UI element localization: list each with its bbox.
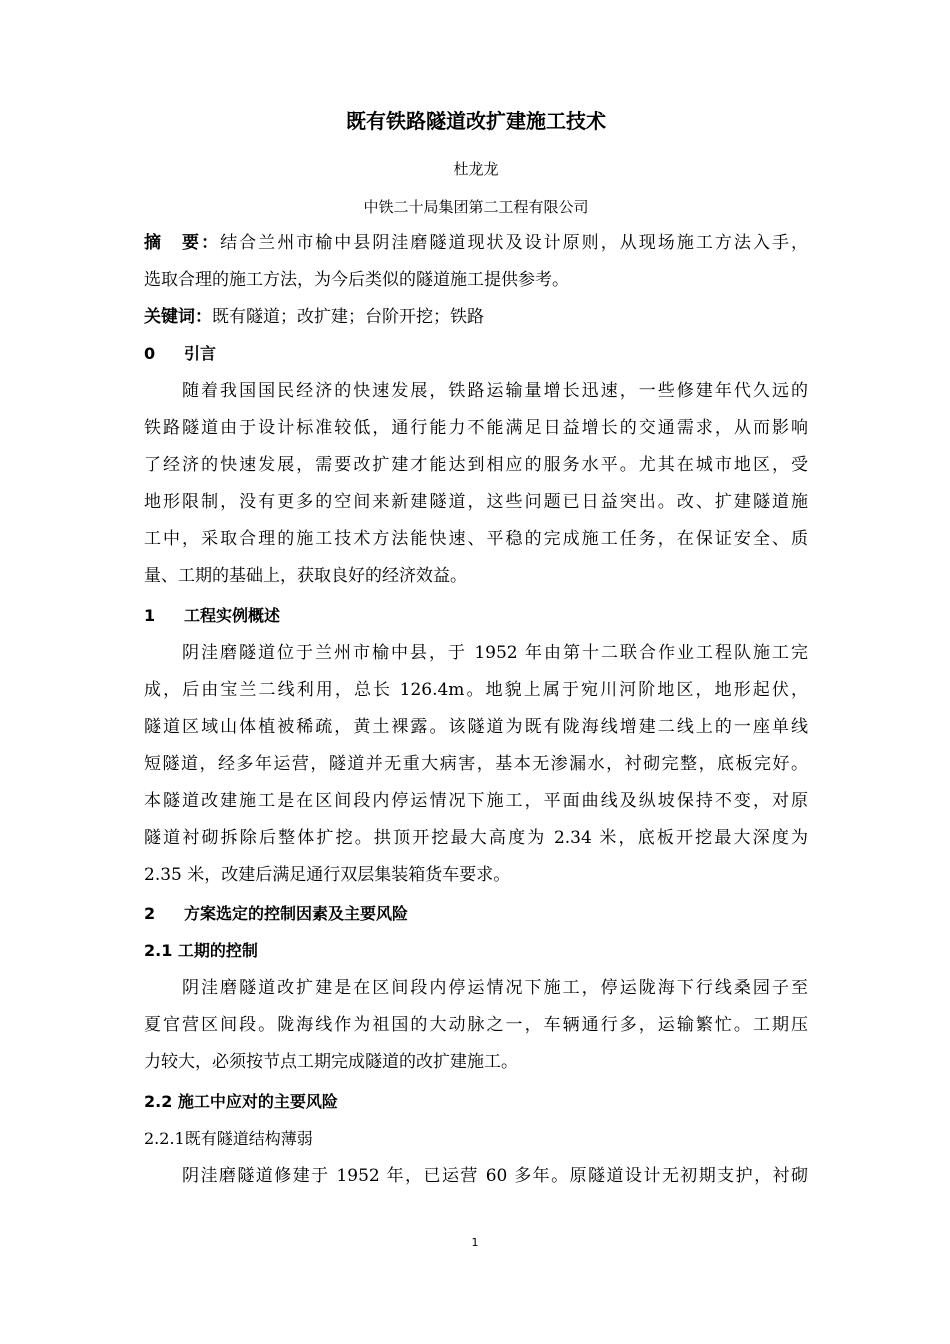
paragraph-line: 阴洼磨隧道位于兰州市榆中县，于 1952 年由第十二联合作业工程队施工完 [182,643,808,663]
paragraph-line: 量、工期的基础上，获取良好的经济效益。 [144,566,467,586]
paragraph-line: 隧道区域山体植被稀疏，黄土裸露。该隧道为既有陇海线增建二线上的一座单线 [144,717,808,737]
paragraph-line: 2.35 米，改建后满足通行双层集装箱货车要求。 [144,865,511,885]
paper-title: 既有铁路隧道改扩建施工技术 [346,109,606,133]
page-number: 1 [471,1236,479,1249]
abstract-label: 摘 要： [144,233,221,253]
paragraph-line: 铁路隧道由于设计标准较低，通行能力不能满足日益增长的交通需求，从而影响 [144,418,808,438]
paragraph-line: 了经济的快速发展，需要改扩建才能达到相应的服务水平。尤其在城市地区，受 [144,455,808,475]
paragraph-line: 随着我国国民经济的快速发展，铁路运输量增长迅速，一些修建年代久远的 [182,381,808,401]
abstract-line-1: 摘 要：结合兰州市榆中县阴洼磨隧道现状及设计原则，从现场施工方法入手， [144,233,809,253]
section-heading-2: 2 方案选定的控制因素及主要风险 [144,904,409,923]
paragraph-line: 本隧道改建施工是在区间段内停运情况下施工，平面曲线及纵坡保持不变，对原 [144,791,808,811]
paragraph-line: 力较大，必须按节点工期完成隧道的改扩建施工。 [144,1052,518,1072]
paragraph-line: 阴洼磨隧道改扩建是在区间段内停运情况下施工，停运陇海下行线桑园子至 [182,978,808,998]
section-heading-0: 0 引言 [144,344,217,363]
paragraph-line: 地形限制，没有更多的空间来新建隧道，这些问题已日益突出。改、扩建隧道施 [144,492,808,512]
paragraph-line: 短隧道，经多年运营，隧道并无重大病害，基本无渗漏水，衬砌完整，底板完好。 [144,754,808,774]
keywords-label: 关键词： [144,307,212,327]
abstract-line-2: 选取合理的施工方法，为今后类似的隧道施工提供参考。 [144,270,569,290]
section-heading-2-1: 2.1 工期的控制 [144,941,258,960]
section-heading-1: 1 工程实例概述 [144,606,281,625]
keywords-text: 既有隧道；改扩建；台阶开挖；铁路 [212,307,484,327]
author-name: 杜龙龙 [453,160,499,178]
paragraph-line: 隧道衬砌拆除后整体扩挖。拱顶开挖最大高度为 2.34 米，底板开挖最大深度为 [144,828,808,848]
paragraph-line: 成，后由宝兰二线利用，总长 126.4m。地貌上属于宛川河阶地区，地形起伏， [144,680,808,700]
paragraph-line: 阴洼磨隧道修建于 1952 年，已运营 60 多年。原隧道设计无初期支护，衬砌 [182,1166,808,1186]
paragraph-line: 夏官营区间段。陇海线作为祖国的大动脉之一，车辆通行多，运输繁忙。工期压 [144,1015,808,1035]
keywords [144,303,808,331]
paragraph-line: 工中，采取合理的施工技术方法能快速、平稳的完成施工任务，在保证安全、质 [144,529,808,549]
section-heading-2-2-1: 2.2.1既有隧道结构薄弱 [144,1129,313,1148]
section-heading-2-2: 2.2 施工中应对的主要风险 [144,1092,338,1111]
affiliation: 中铁二十局集团第二工程有限公司 [363,198,589,216]
